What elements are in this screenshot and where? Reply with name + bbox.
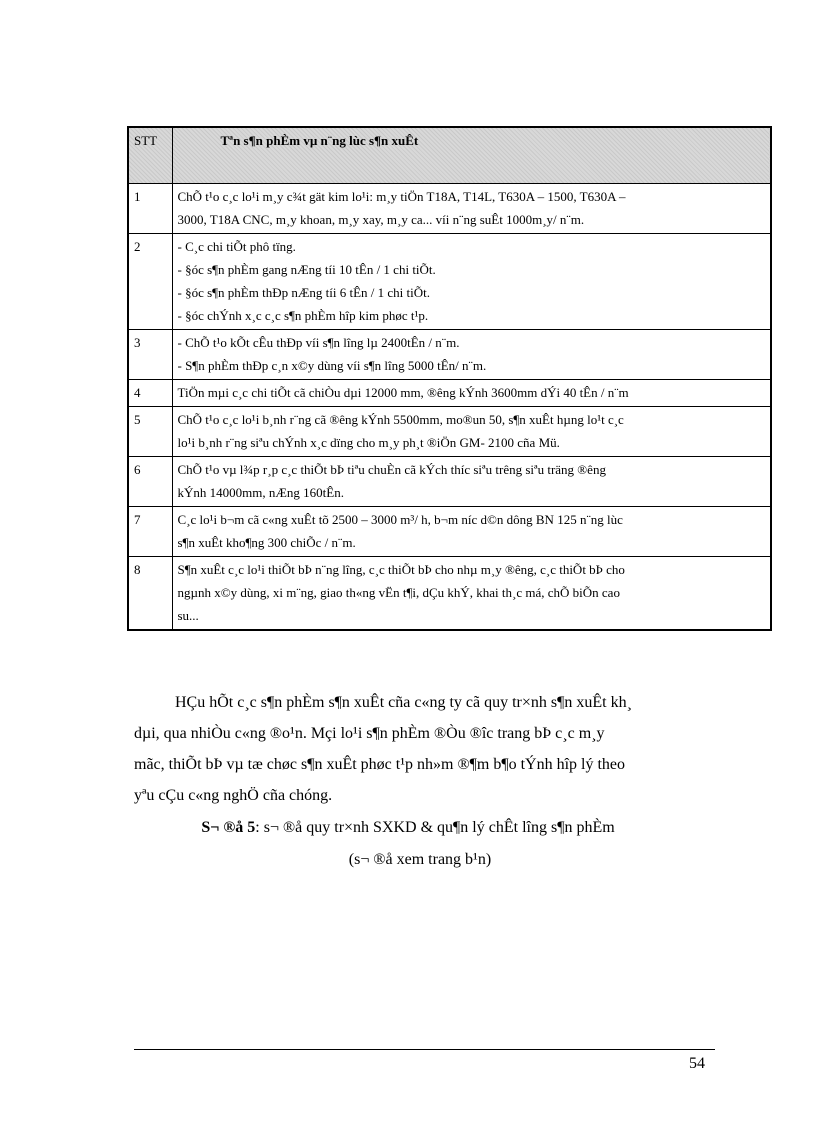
footer-rule [134,1049,715,1050]
paragraph-line: mãc, thiÕt bÞ vµ tæ chøc s¶n xuÊt phøc t¹p nh»m ®¶m b¶o tÝnh hîp lý theo [134,756,625,773]
row-description [172,330,771,380]
row-description-line: kÝnh 14000mm, nÆng 160tÊn. [177,485,344,500]
row-description [172,557,771,631]
table-row [128,184,771,234]
table-row [128,507,771,557]
table-row [128,380,771,407]
row-description-line: S¶n xuÊt c¸c lo¹i thiÕt bÞ n¨ng lîng, c¸c thiÕt bÞ cho nhµ m¸y ®êng, c¸c thiÕt bÞ cho [177,562,625,577]
row-description-line: - S¶n phÈm thÐp c¸n x©y dùng víi s¶n lîng 5000 tÊn/ n¨m. [177,358,487,373]
table-row [128,330,771,380]
row-description-line: - C¸c chi tiÕt phô tïng. [177,239,296,254]
row-stt: 2 [128,234,172,330]
row-description [172,507,771,557]
row-stt: 7 [128,507,172,557]
table-row [128,457,771,507]
table-row [128,407,771,457]
row-description-line: - ChÕ t¹o kÕt cÊu thÐp víi s¶n lîng lµ 2400tÊn / n¨m. [177,335,460,350]
row-description-line: - §óc chÝnh x¸c c¸c s¶n phÈm hîp kim phøc t¹p. [177,308,429,323]
row-stt: 1 [128,184,172,234]
row-description-line: TiÖn mµi c¸c chi tiÕt cã chiÒu dµi 12000 mm, ®êng kÝnh 3600mm dÝi 40 tÊn / n¨m [177,385,629,400]
row-description-line: ChÕ t¹o vµ l¾p r¸p c¸c thiÕt bÞ tiªu chuÈn cã kÝch thíc siªu trêng siªu träng ®êng [177,462,606,477]
product-capacity-table-wrapper [127,126,772,631]
paragraph-line: yªu cÇu c«ng nghÖ cña chóng. [134,787,333,804]
row-description-line: - §óc s¶n phÈm gang nÆng tíi 10 tÊn / 1 chi tiÕt. [177,262,436,277]
row-description-line: su... [177,608,199,623]
row-description-line: ChÕ t¹o c¸c lo¹i m¸y c¾t gät kim lo¹i: m¸y tiÖn T18A, T14L, T630A – 1500, T630A – [177,189,626,204]
header-stt: STT [128,127,172,184]
row-description [172,380,771,407]
paragraph-line: dµi, qua nhiÒu c«ng ®o¹n. Mçi lo¹i s¶n phÈm ®Òu ®îc trang bÞ c¸c m¸y [134,725,605,742]
row-description-line: - §óc s¶n phÈm thÐp nÆng tíi 6 tÊn / 1 chi tiÕt. [177,285,431,300]
table-row [128,234,771,330]
row-description [172,184,771,234]
paragraph-line: HÇu hÕt c¸c s¶n phÈm s¶n xuÊt cña c«ng ty cã quy tr×nh s¶n xuÊt kh¸ [175,694,632,711]
caption-subtitle: (s¬ ®å xem trang b¹n) [348,851,492,868]
page-number: 54 [689,1055,705,1072]
row-stt: 8 [128,557,172,631]
row-description-line: ChÕ t¹o c¸c lo¹i b¸nh r¨ng cã ®êng kÝnh 5500mm, mo®un 50, s¶n xuÊt hµng lo¹t c¸c [177,412,624,427]
row-description-line: ngµnh x©y dùng, xi m¨ng, giao th«ng vËn t¶i, dÇu khÝ, khai th¸c má, chÕ biÕn cao [177,585,620,600]
figure-caption [0,819,816,837]
row-description-line: s¶n xuÊt kho¶ng 300 chiÕc / n¨m. [177,535,356,550]
row-description [172,457,771,507]
row-description-line: C¸c lo¹i b¬m cã c«ng xuÊt tõ 2500 – 3000 m³/ h, b¬m níc d©n dông BN 125 n¨ng lùc [177,512,623,527]
row-description-line: 3000, T18A CNC, m¸y khoan, m¸y xay, m¸y ca... víi n¨ng suÊt 1000m¸y/ n¨m. [177,212,585,227]
row-stt: 3 [128,330,172,380]
row-stt: 4 [128,380,172,407]
caption-text: : s¬ ®å quy tr×nh SXKD & qu¶n lý chÊt lîng s¶n phÈm [255,819,615,836]
row-description [172,407,771,457]
product-capacity-table [127,126,772,631]
header-product-title: Tªn s¶n phÈm vµ n¨ng lùc s¶n xuÊt [172,127,771,184]
row-description [172,234,771,330]
row-stt: 5 [128,407,172,457]
table-header-row [128,127,771,184]
caption-label: S¬ ®å 5 [201,819,256,836]
table-row [128,557,771,631]
row-description-line: lo¹i b¸nh r¨ng siªu chÝnh x¸c dïng cho m¸y ph¸t ®iÖn GM- 2100 cña Mü. [177,435,560,450]
body-paragraph [134,687,742,811]
row-stt: 6 [128,457,172,507]
